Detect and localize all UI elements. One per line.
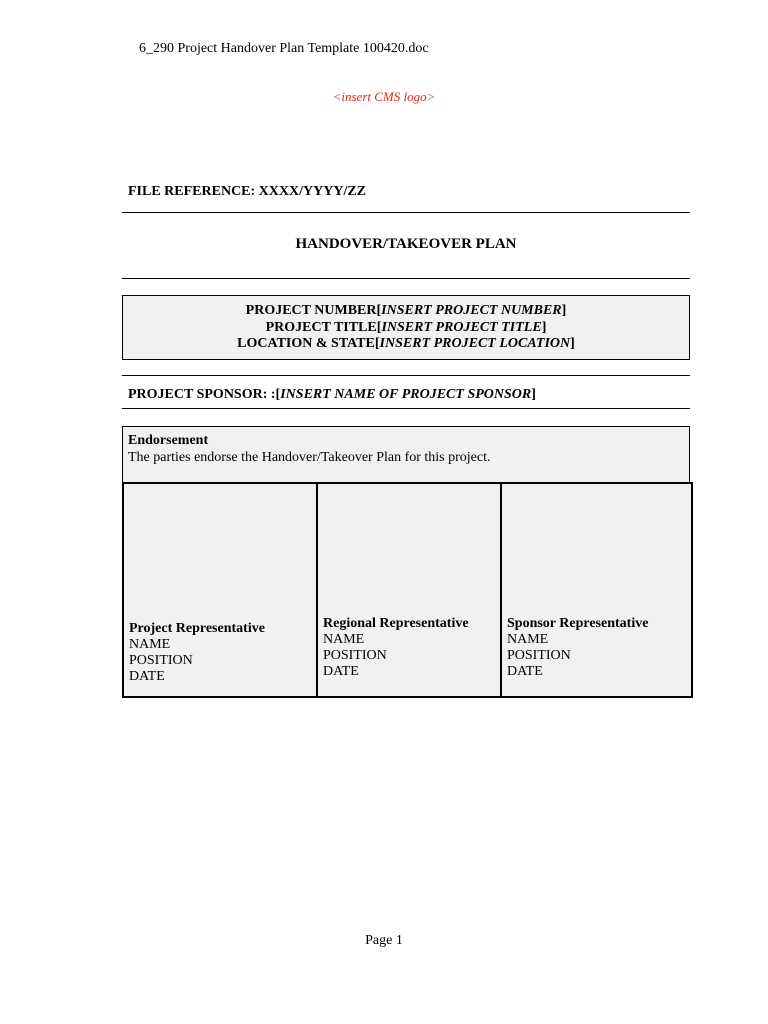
file-reference: FILE REFERENCE: XXXX/YYYY/ZZ (128, 184, 367, 199)
logo-placeholder: <insert CMS logo> (332, 89, 436, 104)
divider (122, 375, 690, 376)
signatory-name: NAME (129, 637, 171, 652)
project-title-placeholder: INSERT PROJECT TITLE (381, 319, 542, 335)
project-number-label: PROJECT NUMBER (245, 303, 377, 318)
endorsement-text: The parties endorse the Handover/Takeover Plan for this project. (128, 450, 491, 465)
signatory-date: DATE (323, 664, 359, 679)
page-number: Page 1 (365, 933, 403, 948)
signatory-position: POSITION (323, 648, 387, 663)
project-number-placeholder: INSERT PROJECT NUMBER (381, 303, 562, 318)
signatory-position: POSITION (129, 653, 193, 668)
divider (122, 408, 690, 409)
project-sponsor-placeholder: INSERT NAME OF PROJECT SPONSOR (280, 387, 532, 402)
project-title-line: PROJECT TITLE[INSERT PROJECT TITLE] (265, 319, 547, 335)
signature-cell-project (124, 484, 316, 696)
endorsement-heading: Endorsement (128, 433, 209, 448)
signature-block (507, 616, 648, 680)
document-filename: 6_290 Project Handover Plan Template 100420.doc (139, 41, 429, 56)
endorsement-box (122, 426, 690, 484)
divider (122, 278, 690, 279)
document-title: HANDOVER/TAKEOVER PLAN (295, 236, 517, 252)
signatory-date: DATE (129, 669, 165, 684)
divider (122, 212, 690, 213)
signature-table (122, 482, 693, 698)
project-number-line: PROJECT NUMBER[INSERT PROJECT NUMBER] (245, 303, 567, 318)
signatory-role: Regional Representative (323, 616, 469, 631)
project-location-placeholder: INSERT PROJECT LOCATION (379, 336, 571, 351)
signature-cell-regional (316, 484, 500, 696)
signatory-name: NAME (507, 632, 549, 647)
signatory-position: POSITION (507, 648, 571, 663)
project-location-label: LOCATION & STATE (237, 336, 375, 351)
signatory-date: DATE (507, 664, 543, 679)
project-title-label: PROJECT TITLE (265, 319, 377, 335)
signatory-role: Project Representative (129, 621, 265, 636)
signatory-role: Sponsor Representative (507, 616, 649, 631)
project-location-line: LOCATION & STATE[INSERT PROJECT LOCATION] (237, 336, 575, 351)
project-sponsor-label: PROJECT SPONSOR: : (128, 387, 276, 402)
signature-block (323, 616, 469, 680)
signature-block (129, 621, 265, 685)
project-sponsor-line: PROJECT SPONSOR: :[INSERT NAME OF PROJECT SPONSOR] (128, 387, 536, 402)
project-info-box (122, 295, 690, 360)
signature-cell-sponsor (500, 484, 691, 696)
signatory-name: NAME (323, 632, 365, 647)
